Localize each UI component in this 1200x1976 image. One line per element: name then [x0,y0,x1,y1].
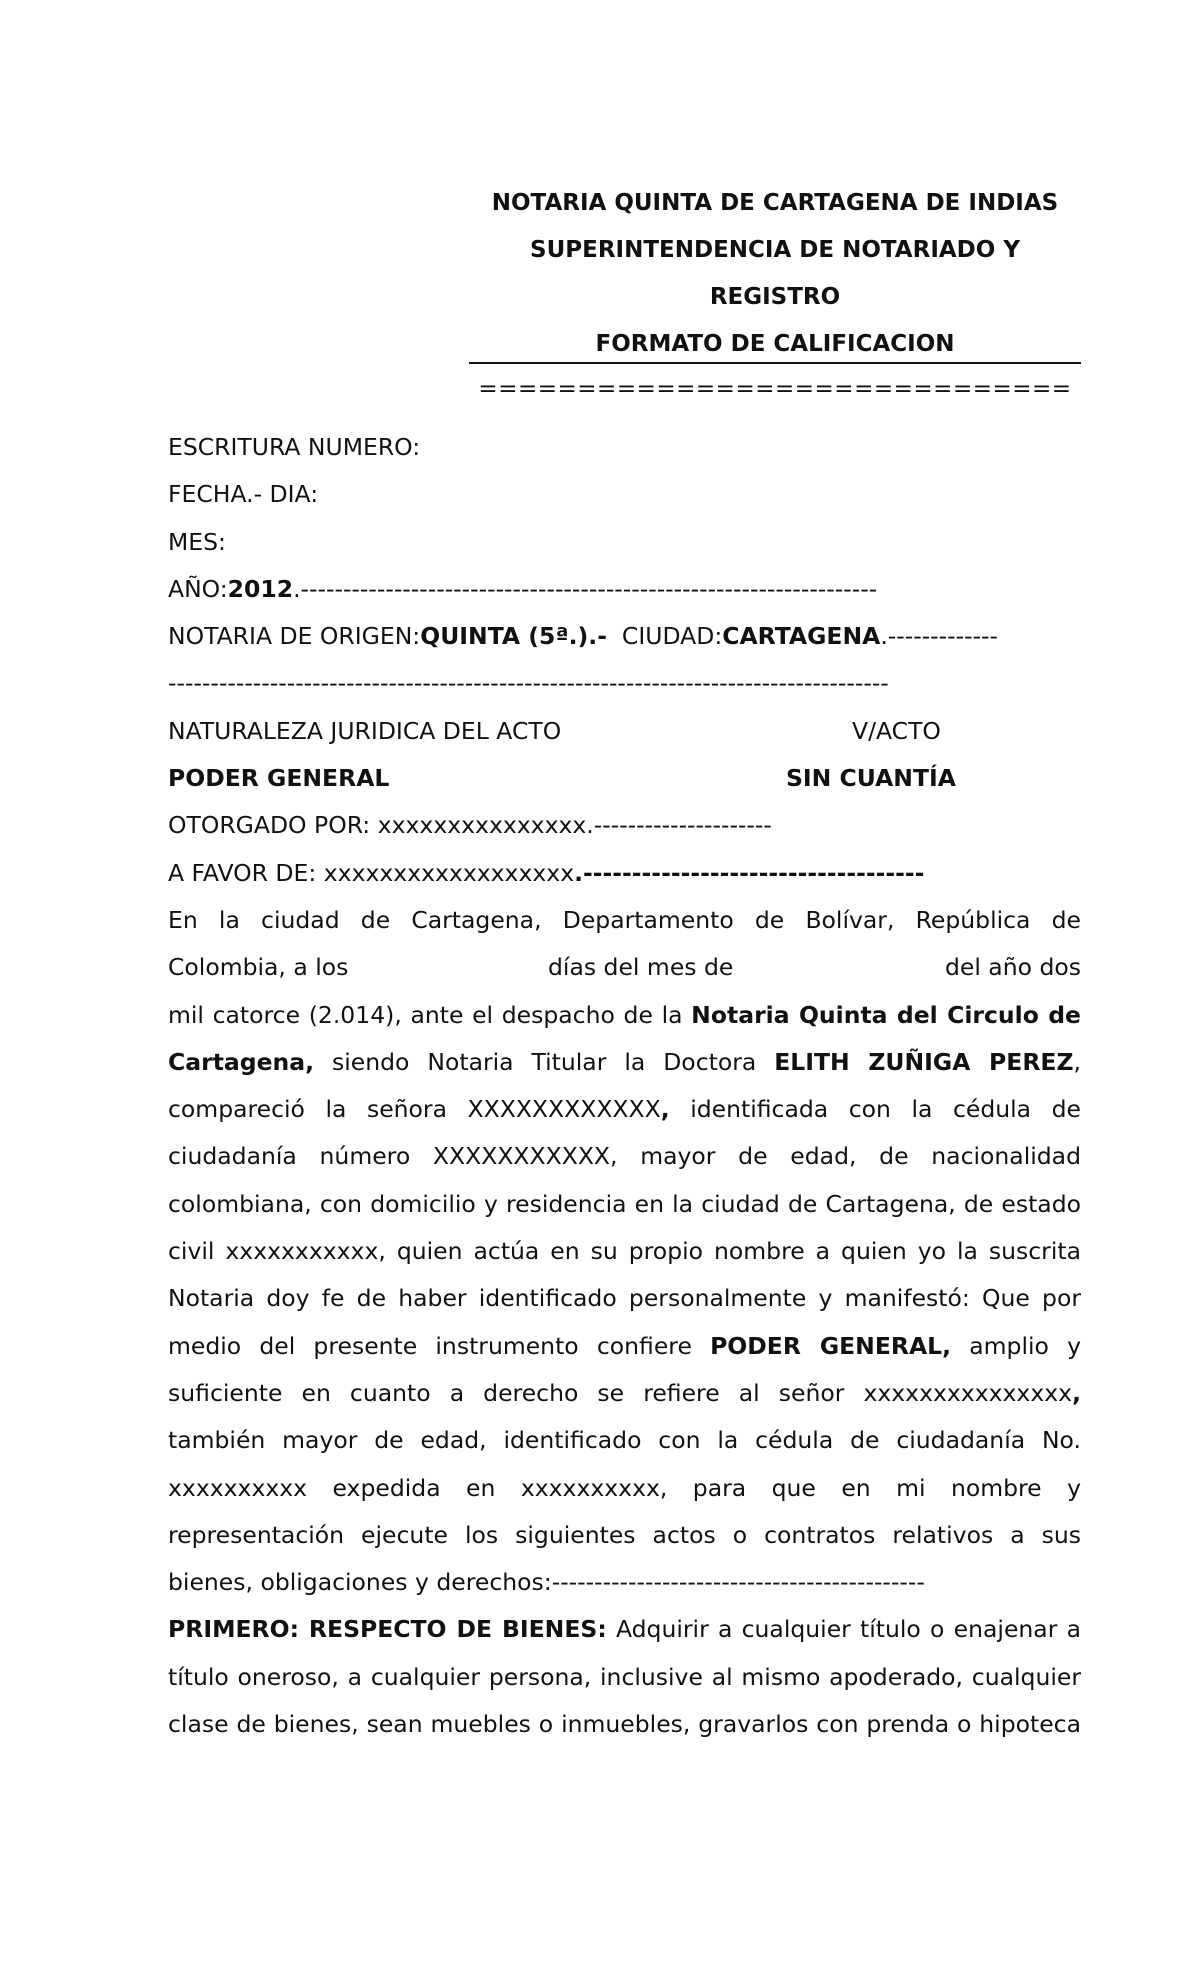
body-line-16-b: Adquirir a cualquier título o enajenar a [606,1615,1081,1644]
anio-value: 2012 [227,574,294,603]
body-line-17: título oneroso, a cualquier persona, inclusive al mismo apoderado, cualquier [168,1662,1081,1691]
word: Bolívar, [805,905,895,934]
document-header [469,180,1081,368]
mes-field [168,519,1081,566]
notary-name: ELITH ZUÑIGA PEREZ [774,1047,1074,1076]
ciudad-label: CIUDAD: [621,622,723,651]
word: de [1051,905,1081,934]
mes-label: MES: [168,527,226,556]
naturaleza-label: NATURALEZA JURIDICA DEL ACTO [168,716,562,745]
favor-label: A FAVOR DE: xxxxxxxxxxxxxxxxxx [168,858,575,887]
header-formato: FORMATO DE CALIFICACION [595,331,955,357]
body-line-8: civil xxxxxxxxxxx, quien actúa en su propio nombre a quien yo la suscrita [168,1237,1081,1266]
document-body [168,424,1081,1748]
anio-field [168,566,1081,613]
notaria-origen-field [168,613,1081,660]
anio-label: AÑO: [168,574,228,603]
notaria-value: QUINTA (5ª.).- [420,622,607,651]
body-line-5 [168,1086,1081,1133]
body-line-3 [168,992,1081,1039]
ciudad-value: CARTAGENA [722,622,881,651]
cuantia-value: SIN CUANTÍA [786,764,956,793]
acto-row [168,755,1081,802]
body-line-1 [168,897,1081,944]
escritura-field [168,424,1081,471]
body-line-18: clase de bienes, sean muebles o inmuebles, gravarlos con prenda o hipoteca [168,1710,1081,1739]
notaria-quinta-name: Notaria Quinta del Circulo de [691,1000,1081,1029]
body-line-10 [168,1323,1081,1370]
body-line-7: colombiana, con domicilio y residencia en la ciudad de Cartagena, de estado [168,1189,1081,1218]
favor-field [168,850,1081,897]
poder-general-bold: PODER GENERAL, [710,1331,952,1360]
acto-value: PODER GENERAL [168,764,390,793]
comma: , [1073,1047,1081,1076]
body-line-2-c: del año dos [944,953,1081,982]
header-separator: ============================== [478,376,1072,402]
comma-bold: , [660,1095,670,1124]
header-notaria-title: NOTARIA QUINTA DE CARTAGENA DE INDIAS [491,190,1059,216]
body-line-9: Notaria doy fe de haber identificado personalmente y manifestó: Que por [168,1284,1081,1313]
body-line-12: también mayor de edad, identificado con la cédula de ciudadanía No. [168,1426,1081,1455]
naturaleza-row [168,708,1081,755]
body-line-4-b: siendo Notaria Titular la Doctora [314,1047,775,1076]
body-line-2-a: Colombia, a los [168,953,349,982]
anio-dashes: .-------------------------------------------------------------------- [293,574,878,603]
ciudad-dashes: .------------- [880,622,999,651]
word: Cartagena, [411,905,542,934]
header-rule [469,362,1081,364]
otorgado-field: OTORGADO POR: xxxxxxxxxxxxxxx.--------------------- [168,811,772,840]
body-line-6: ciudadanía número XXXXXXXXXXX, mayor de edad, de nacionalidad [168,1142,1081,1171]
body-line-10-a: medio del presente instrumento confiere [168,1331,711,1360]
word: de [754,905,785,934]
word: de [360,905,391,934]
fecha-field [168,471,1081,518]
body-line-11-a: suficiente en cuanto a derecho se refiere al señor xxxxxxxxxxxxxxx [168,1378,1073,1407]
body-line-5-c: identificada con la cédula de [669,1095,1082,1124]
primero-heading: PRIMERO: RESPECTO DE BIENES: [168,1615,607,1644]
notaria-label: NOTARIA DE ORIGEN: [168,622,421,651]
word: En [168,905,198,934]
word: la [218,905,240,934]
body-line-5-a: compareció la señora XXXXXXXXXXXX [168,1095,661,1124]
body-line-16 [168,1606,1081,1653]
body-line-11 [168,1370,1081,1417]
favor-dashes: .----------------------------------- [574,858,925,887]
cartagena-bold: Cartagena, [168,1047,315,1076]
vacto-label: V/ACTO [852,716,941,745]
escritura-label: ESCRITURA NUMERO: [168,433,421,461]
fecha-label: FECHA.- DIA: [168,480,319,509]
word: ciudad [261,905,340,934]
body-line-10-c: amplio y [951,1331,1081,1360]
body-line-2-b: días del mes de [548,953,734,982]
word: Departamento [562,905,734,934]
header-registro: REGISTRO [709,284,841,310]
body-line-3-a: mil catorce (2.014), ante el despacho de la [168,1000,692,1029]
body-line-15: bienes, obligaciones y derechos:-------------------------------------------- [168,1568,925,1597]
header-superintendencia: SUPERINTENDENCIA DE NOTARIADO Y [530,237,1020,263]
comma-bold: , [1072,1378,1081,1407]
full-dash-line: ------------------------------------------------------------------------------------- [168,669,889,698]
body-line-13: xxxxxxxxxx expedida en xxxxxxxxxx, para que en mi nombre y [168,1473,1081,1502]
body-line-14: representación ejecute los siguientes actos o contratos relativos a sus [168,1520,1081,1549]
word: República [915,905,1031,934]
body-line-4 [168,1039,1081,1086]
body-line-2 [168,944,1081,991]
